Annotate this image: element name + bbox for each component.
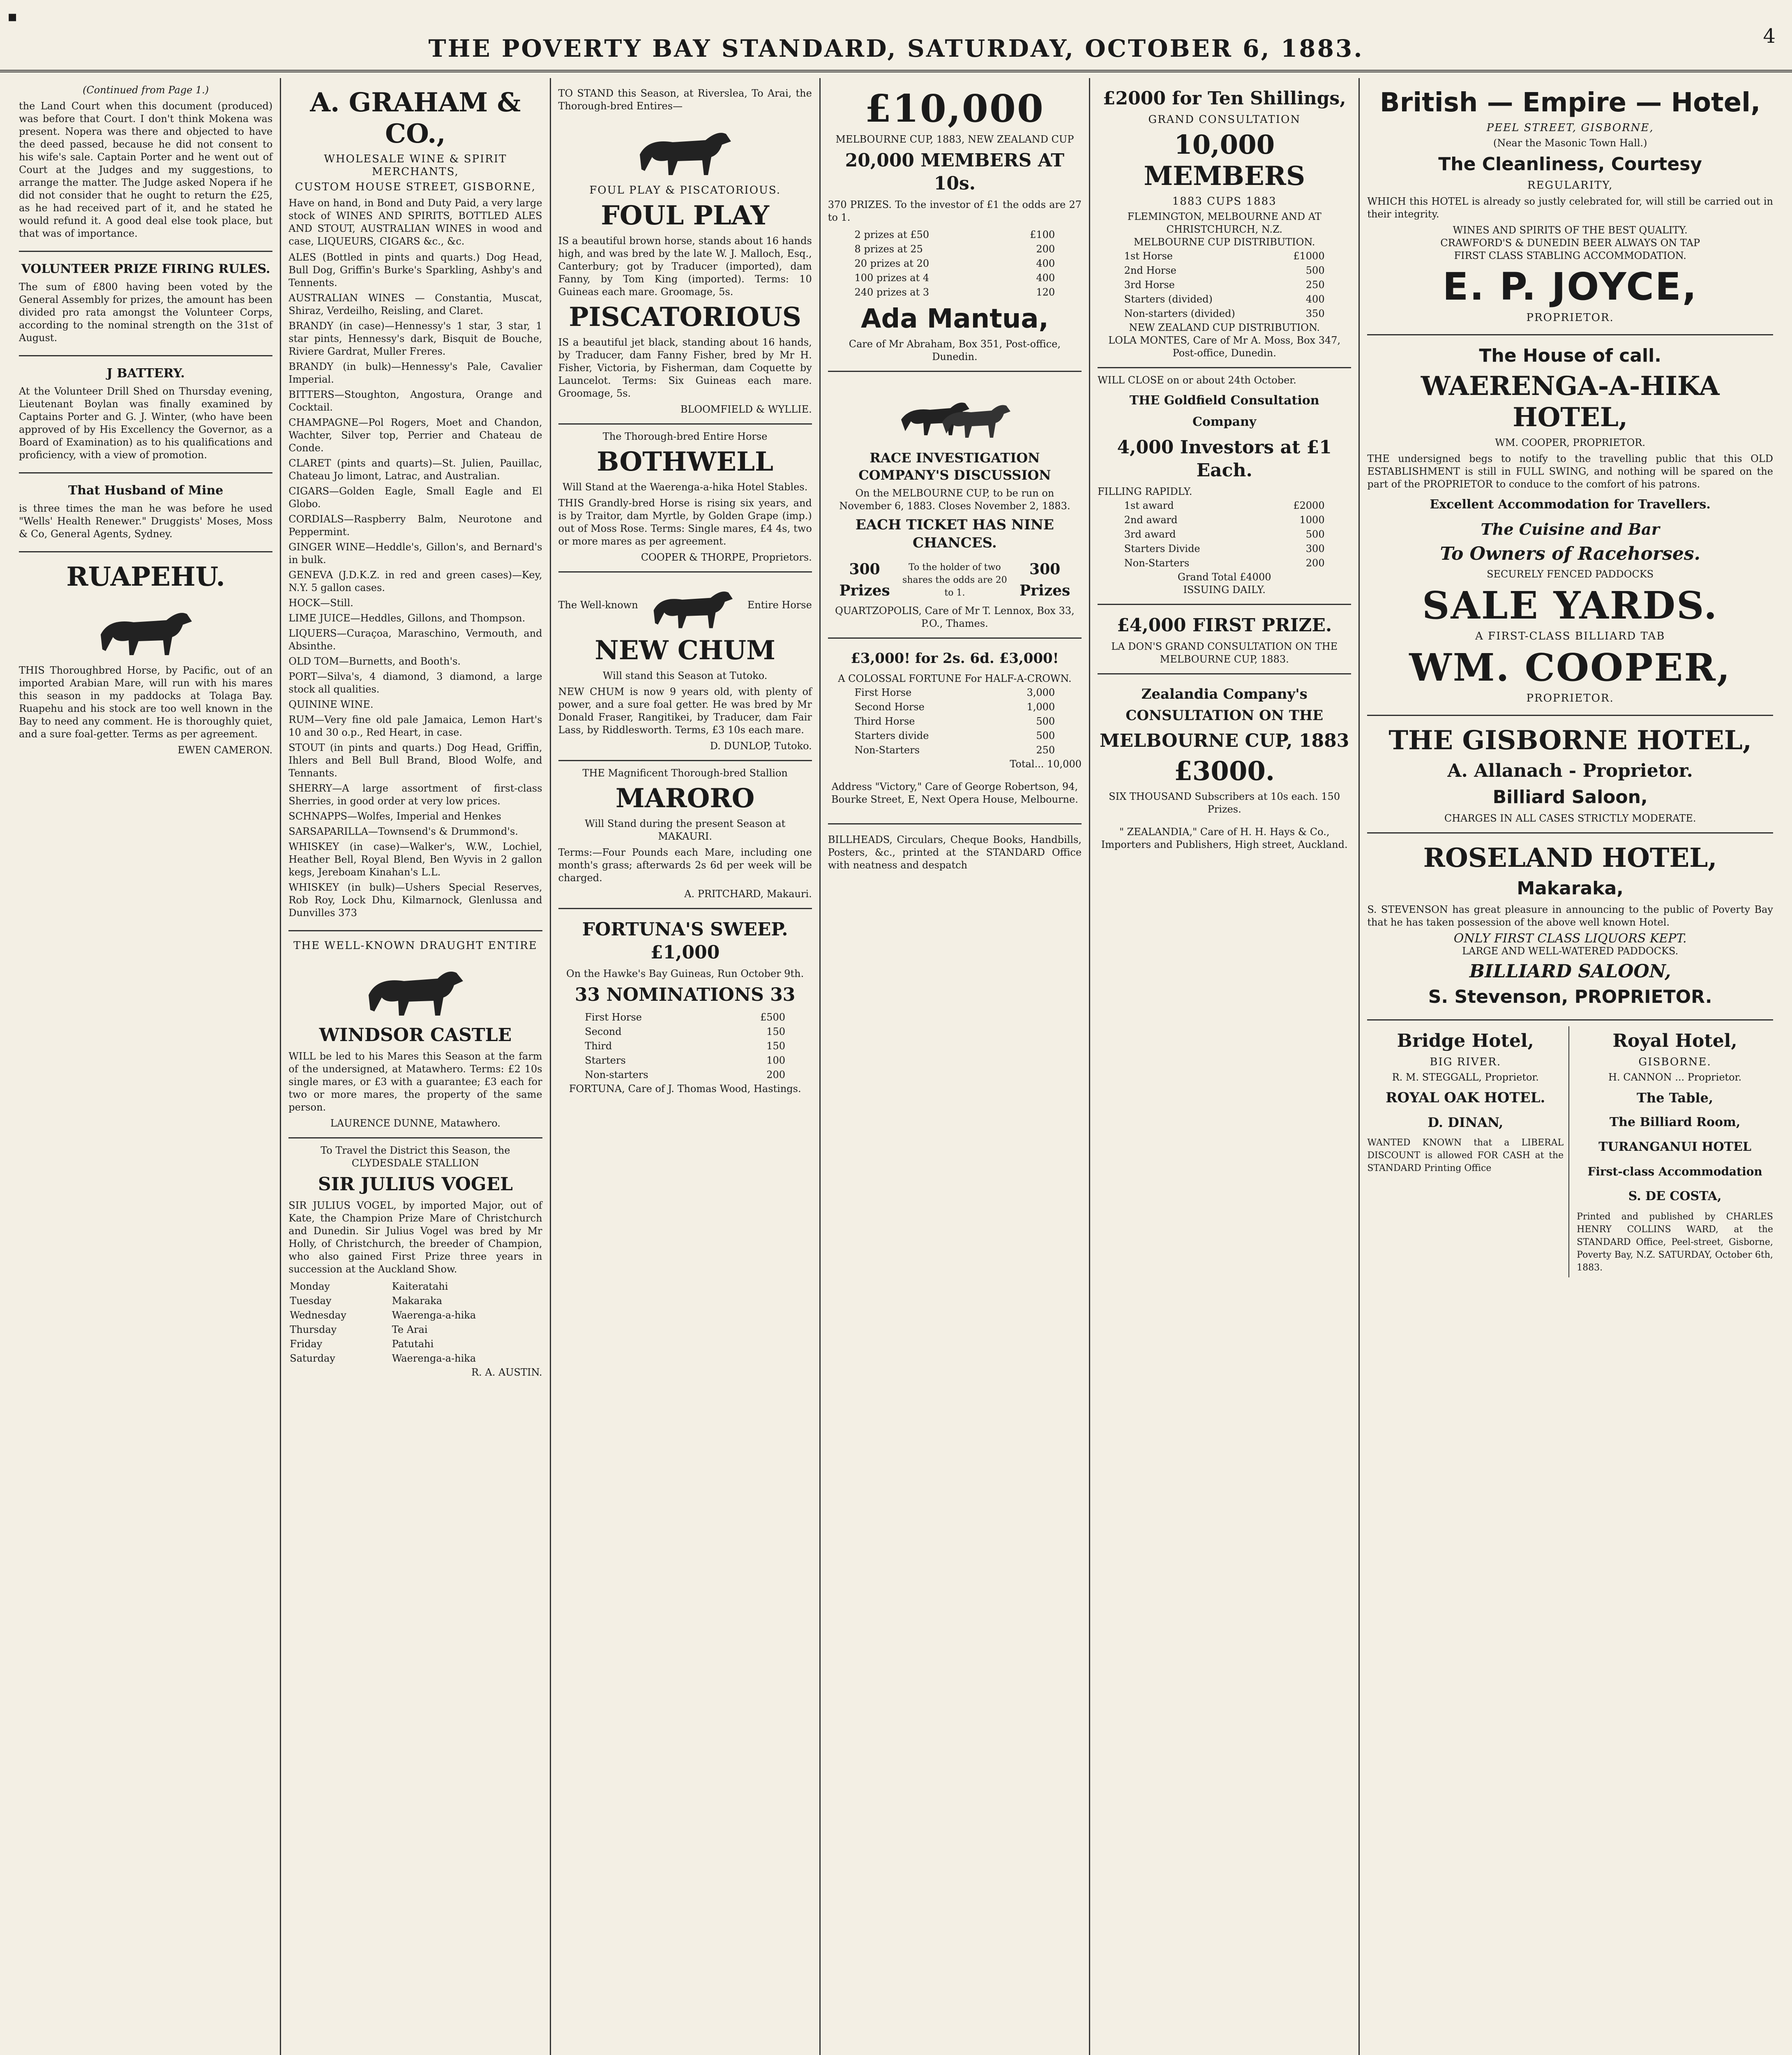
bothwell-intro: The Thorough-bred Entire Horse [602, 431, 768, 442]
stabling-note: FIRST CLASS STABLING ACCOMMODATION. [1454, 250, 1686, 261]
house-call: The House of call. [1479, 345, 1661, 366]
table-row: 8 prizes at 25 200 [854, 243, 1055, 255]
makaraka-heading: Makaraka, [1517, 878, 1624, 899]
new-chum-subheading: Will stand this Season at Tutoko. [602, 670, 768, 681]
windsor-heading: WINDSOR CASTLE [319, 1025, 512, 1046]
ruapehu-heading: RUAPEHU. [66, 561, 225, 592]
table-row: First Horse £500 [585, 1011, 786, 1023]
wm-cooper: WM. COOPER, [1409, 645, 1731, 690]
proprietor-label: PROPRIETOR. [1526, 312, 1614, 324]
members-heading: 10,000 MEMBERS [1144, 129, 1305, 192]
vogel-heading: SIR JULIUS VOGEL [318, 1174, 513, 1195]
cups-heading: 1883 CUPS 1883 [1172, 195, 1277, 208]
masthead-title: THE POVERTY BAY STANDARD, SATURDAY, OCTOBER 6, 1883. [428, 35, 1364, 62]
cuisine-heading: The Cuisine and Bar [1481, 520, 1660, 538]
prizes-300-left: 300 Prizes [839, 561, 890, 599]
fortuna-signature: FORTUNA, Care of J. Thomas Wood, Hastings. [569, 1083, 801, 1094]
zealandia-signature: " ZEALANDIA," Care of H. H. Hays & Co., Importers and Publishers, High street, Auckland. [1101, 826, 1348, 850]
new-chum-ad [558, 573, 812, 761]
husband-ad [19, 473, 272, 552]
horse-illustration [623, 118, 747, 179]
grand-heading: GRAND CONSULTATION [1148, 113, 1301, 126]
table-row: 100 prizes at 4 400 [854, 272, 1055, 284]
maroro-heading: MARORO [615, 783, 755, 814]
horse-illustration [354, 957, 477, 1019]
page-corner-mark: ▪ [7, 8, 18, 25]
foul-heading: FOUL PLAY [601, 200, 769, 231]
list-item: SHERRY—A large assortment of first-class Sherries, in good order at very low prices. [288, 783, 542, 807]
list-item: LIQUERS—Curaçoa, Maraschino, Vermouth, and Absinthe. [288, 628, 542, 652]
cooper-heading: WM. COOPER, PROPRIETOR. [1495, 437, 1645, 448]
table-row: Second Horse 1,000 [854, 701, 1055, 713]
table-row: Monday Kaiteratahi [290, 1281, 448, 1292]
graham-trade: WHOLESALE WINE & SPIRIT MERCHANTS, [324, 153, 507, 178]
bothwell-subheading: Will Stand at the Waerenga-a-hika Hotel Stables. [562, 481, 808, 493]
race-heading: RACE INVESTIGATION COMPANY'S DISCUSSION [858, 450, 1051, 483]
new-chum-text: NEW CHUM is now 9 years old, with plenty of power, and a sure foal getter. He was bred by Mr Donald Fraser, Rangitikei, by Traducer, dam Fair Lass, by Riddlesworth. Terms, £3 10s each mare. [558, 686, 812, 736]
british-tagline: The Cleanliness, Courtesy [1438, 154, 1702, 175]
billiard-saloon-2: BILLIARD SALOON, [1469, 961, 1671, 982]
new-chum-heading: NEW CHUM [595, 635, 775, 666]
clydesdale-intro: To Travel the District this Season, the CLYDESDALE STALLION [321, 1145, 510, 1169]
maroro-signature: A. PRITCHARD, Makauri. [684, 888, 812, 900]
first-class-heading: First-class Accommodation [1587, 1165, 1762, 1178]
husband-text: is three times the man he was before he used "Wells' Health Renewer." Druggists' Moses, Moss & Co, General Agents, Sydney. [19, 503, 273, 540]
table-row: 3rd Horse 250 [1124, 279, 1325, 291]
sweep-members: 20,000 MEMBERS AT 10s. [845, 150, 1065, 194]
list-item: CLARET (pints and quarts)—St. Julien, Pauillac, Chateau Jo limont, Latrac, and Australian. [288, 457, 542, 482]
investors-heading: 4,000 Investors at £1 Each. [1117, 437, 1332, 481]
fortuna-prize-table [583, 1010, 786, 1083]
table-row: Non-starters 200 [585, 1069, 786, 1081]
race-subheading: On the MELBOURNE CUP, to be run on November 6, 1883. Closes November 2, 1883. [839, 487, 1070, 512]
vogel-text: SIR JULIUS VOGEL, by imported Major, out of Kate, the Champion Prize Mare of Christchurch and Dunedin. Sir Julius Vogel was bred by Mr Holly, of Christchurch, the breeder of Champion, who also gained First Prize three years in succession at the Auckland Show. [288, 1200, 542, 1275]
table-row: Third Horse 500 [854, 716, 1055, 727]
maroro-text: Terms:—Four Pounds each Mare, including one month's grass; afterwards 2s 6d per week will be charged. [558, 847, 812, 884]
consultation-heading: £2000 for Ten Shillings, [1102, 88, 1346, 109]
quartz-signature: QUARTZOPOLIS, Care of Mr T. Lennox, Box 33, P.O., Thames. [835, 605, 1075, 629]
british-empire-ad [1367, 78, 1773, 335]
ruapehu-signature: EWEN CAMERON. [178, 744, 273, 756]
battery-text: At the Volunteer Drill Shed on Thursday evening, Lieutenant Boylan was finally examined by Captains Porter and G. J. Winter, (who have been approved of by His Excellency the Governor, as a Board of Examination) as to his qualifications and proficiency, with a view of promotion. [19, 386, 273, 461]
wines-note: WINES AND SPIRITS OF THE BEST QUALITY. [1453, 224, 1688, 236]
bothwell-heading: BOTHWELL [597, 446, 774, 477]
table-row: Starters 100 [585, 1055, 786, 1066]
racing-horses-illustration [893, 383, 1016, 444]
cash-awards-table [853, 227, 1056, 300]
zealandia-amount: £3000. [1174, 756, 1275, 787]
table-row: 1st Horse £1000 [1124, 250, 1325, 262]
prizes-row [828, 555, 1082, 605]
billheads-text: BILLHEADS, Circulars, Cheque Books, Handbills, Posters, &c., printed at the STANDARD Office with neatness and despatch [828, 834, 1082, 871]
list-item: ALES (Bottled in pints and quarts.) Dog Head, Bull Dog, Griffin's Burke's Sparkling, Ashby's and Tennents. [288, 252, 542, 289]
bothwell-text: THIS Grandly-bred Horse is rising six years, and is by Traitor, dam Myrtle, by Golden Grape (imp.) out of Moss Rose. Terms: Single mares, £4 4s, two or more mares as per agreement. [558, 497, 812, 547]
table-row: First Horse 3,000 [854, 687, 1055, 698]
pisc-text: IS a beautiful jet black, standing about 16 hands, by Traducer, dam Fanny Fisher, bred by Mr H. Fisher, Victoria, by Fisherman, dam Coquette by Launcelot. Terms: Six Guineas each mare. Groomage, 5s. [558, 337, 812, 399]
column-4 [821, 78, 1090, 2055]
maroro-intro: THE Magnificent Thorough-bred Stallion [582, 767, 788, 779]
table-row: Tuesday Makaraka [290, 1295, 443, 1307]
bridge-royal-row [1367, 1021, 1773, 1285]
new-chum-intro-left: The Well-known [558, 599, 638, 611]
sweep-amount: £10,000 [865, 86, 1045, 131]
billheads-ad [828, 824, 1082, 882]
goldfield-heading: THE Goldfield Consultation Company [1129, 393, 1319, 429]
list-item: CIGARS—Golden Eagle, Small Eagle and El Globo. [288, 485, 542, 510]
waerenga-heading: WAERENGA-A-HIKA HOTEL, [1421, 371, 1720, 433]
joyce-name: E. P. JOYCE, [1442, 265, 1698, 309]
sale-yards: SALE YARDS. [1422, 583, 1718, 628]
billiard-tab: A FIRST-CLASS BILLIARD TAB [1475, 630, 1665, 642]
graham-address: CUSTOM HOUSE STREET, GISBORNE, [295, 181, 536, 193]
table-row: 3rd award 500 [1124, 529, 1325, 540]
allanach-heading: A. Allanach - Proprietor. [1447, 760, 1693, 781]
graham-intro: Have on hand, in Bond and Duty Paid, a very large stock of WINES AND SPIRITS, BOTTLED ALES AND STOUT, AUSTRALIAN WINES in wood and case, LIQUEURS, CIGARS &c., &c. [288, 197, 542, 247]
big-river: BIG RIVER. [1430, 1056, 1501, 1068]
list-item: LIME JUICE—Heddles, Gillons, and Thompson. [288, 612, 526, 624]
turanganui-heading: TURANGANUI HOTEL [1598, 1140, 1751, 1154]
filling-note: FILLING RAPIDLY. [1098, 486, 1192, 497]
graham-firm: A. GRAHAM & CO., [310, 87, 521, 149]
table-row: 1st award £2000 [1124, 500, 1325, 511]
list-item: SCHNAPPS—Wolfes, Imperial and Henkes [288, 810, 501, 822]
windsor-text: WILL be led to his Mares this Season at the farm of the undersigned, at Matawhero. Terms: £2 10s single mares, or £3 with a guarantee; £3 each for two or more mares, the property of the same person. [288, 1051, 542, 1113]
list-item: WHISKEY (in bulk)—Ushers Special Reserves, Rob Roy, Lock Dhu, Kilmarnock, Glenlussa and Dunvilles 373 [288, 882, 542, 919]
billiard-room-heading: The Billiard Room, [1609, 1115, 1741, 1129]
battery-heading: J BATTERY. [106, 366, 185, 381]
list-item: CHAMPAGNE—Pol Rogers, Moet and Chandon, Wachter, Silver top, Perrier and Chateau de Conde. [288, 417, 542, 454]
lola-signature: LOLA MONTES, Care of Mr A. Moss, Box 347, Post-office, Dunedin. [1108, 335, 1341, 359]
printed-note: Printed and published by CHARLES HENRY COLLINS WARD, at the STANDARD Office, Peel-street, Gisborne, Poverty Bay, N.Z. SATURDAY, October 6th, 1883. [1577, 1212, 1773, 1273]
maroro-subheading: Will Stand during the present Season at MAKAURI. [585, 818, 786, 842]
table-heading: The Table, [1637, 1090, 1714, 1106]
chances-heading: EACH TICKET HAS NINE CHANCES. [855, 517, 1054, 551]
mantua-subheading: Care of Mr Abraham, Box 351, Post-office, Dunedin. [849, 338, 1061, 363]
list-item: BRANDY (in case)—Hennessy's 1 star, 3 star, 1 star pints, Hennessy's dark, Bisquit de Bouche, Riviere Gardrat, Muller Freres. [288, 320, 542, 357]
table-row: Second 150 [585, 1026, 786, 1037]
list-item: QUININE WINE. [288, 699, 374, 710]
british-address: PEEL STREET, GISBORNE, [1486, 122, 1654, 134]
column-1 [12, 78, 281, 2055]
zealandia-cup: MELBOURNE CUP, 1883 [1099, 730, 1349, 751]
battery-article [19, 356, 272, 473]
bothwell-ad [558, 425, 812, 573]
cannon-heading: H. CANNON ... Proprietor. [1608, 1071, 1742, 1083]
paddocks-note: SECURELY FENCED PADDOCKS [1487, 568, 1654, 580]
table-row: Saturday Waerenga-a-hika [290, 1353, 476, 1364]
new-chum-signature: D. DUNLOP, Tutoko. [710, 740, 812, 752]
excellent-note: Excellent Accommodation for Travellers. [1430, 497, 1711, 512]
table-row: Non-Starters 200 [1124, 557, 1325, 569]
regularity: REGULARITY, [1527, 179, 1613, 192]
continued-note: (Continued from Page 1.) [83, 84, 209, 96]
race-investigation-ad [828, 372, 1082, 639]
court-text: the Land Court when this document (produced) was before that Court. I don't think Mokena was present. Nopera was there and objected to have the deed passed, because he did not consent to his wife's sale. Captain Porter and he went out of Court at the Judges and my suggestions, to arrange the matter. The Judge asked Nopera if he did not consider that he ought to return the £25, as he had received part of it, and he stated he would refund it. A good deal else took place, but that was of importance. [19, 100, 273, 239]
crawford-note: CRAWFORD'S & DUNEDIN BEER ALWAYS ON TAP [1440, 237, 1700, 249]
list-item: GENEVA (J.D.K.Z. in red and green cases)—Key, N.Y. 5 gallon cases. [288, 569, 542, 593]
table-row: Starters Divide 300 [1124, 543, 1325, 554]
list-item: AUSTRALIAN WINES — Constantia, Muscat, Shiraz, Verdeilho, Reisling, and Claret. [288, 292, 542, 316]
vogel-ad [288, 1138, 542, 1386]
table-row: 2nd Horse 500 [1124, 265, 1325, 276]
list-item: HOCK—Still. [288, 597, 353, 609]
foul-intro: TO STAND this Season, at Riverslea, To Arai, the Thorough-bred Entires— [558, 88, 812, 112]
column-3 [551, 78, 821, 2055]
la-don-ad [1098, 605, 1351, 674]
zealandia-subheading: SIX THOUSAND Subscribers at 10s each. 150 Prizes. [1109, 791, 1340, 815]
column-5 [1090, 78, 1360, 2055]
table-row: 2nd award 1000 [1124, 514, 1325, 526]
gisborne-hotel-ad [1367, 716, 1773, 834]
roseland-ad [1367, 834, 1773, 1021]
dinan-heading: D. DINAN, [1428, 1115, 1504, 1130]
melbourne-distribution-table [1123, 249, 1326, 321]
colossal-fortune-ad [828, 639, 1082, 824]
liquors-note: ONLY FIRST CLASS LIQUORS KEPT. [1453, 931, 1687, 946]
husband-heading: That Husband of Mine [68, 483, 224, 498]
list-item: CORDIALS—Raspberry Balm, Neurotone and Peppermint. [288, 513, 542, 538]
waerenga-ad [1367, 335, 1773, 716]
pisc-signature: BLOOMFIELD & WYLLIE. [680, 404, 812, 415]
large-note: LARGE AND WELL-WATERED PADDOCKS. [1462, 945, 1679, 957]
gisborne-heading: THE GISBORNE HOTEL, [1388, 725, 1752, 756]
vogel-signature: R. A. AUSTIN. [471, 1367, 542, 1378]
graham-ad [288, 78, 542, 931]
bridge-hotel-ad [1367, 1026, 1569, 1277]
de-costa-heading: S. DE COSTA, [1628, 1189, 1722, 1203]
fortuna-ad [558, 909, 812, 1103]
charges-note: CHARGES IN ALL CASES STRICTLY MODERATE. [1444, 813, 1696, 824]
court-article [19, 78, 272, 252]
table-row: Starters (divided) 400 [1124, 293, 1325, 305]
royal-heading: Royal Hotel, [1612, 1030, 1737, 1051]
masthead [0, 25, 1792, 72]
horse-illustration [84, 598, 208, 659]
issuing-note: ISSUING DAILY. [1183, 584, 1266, 596]
colossal-subheading: A COLOSSAL FORTUNE For HALF-A-CROWN. [838, 673, 1072, 684]
odds-note: To the holder of two shares the odds are 20 to 1. [902, 562, 1007, 598]
list-item: BITTERS—Stoughton, Angostura, Orange and Cocktail. [288, 389, 542, 413]
table-row: Thursday Te Arai [290, 1324, 428, 1335]
windsor-ad [288, 931, 542, 1138]
windsor-signature: LAURENCE DUNNE, Matawhero. [330, 1118, 500, 1129]
maroro-ad [558, 761, 812, 909]
victory-address: Address "Victory," Care of George Robertson, 94, Bourke Street, E, Next Opera House, Melbourne. [831, 781, 1078, 805]
nz-distribution-heading: NEW ZEALAND CUP DISTRIBUTION. [1129, 322, 1320, 333]
fortuna-heading: FORTUNA'S SWEEP. £1,000 [582, 919, 788, 963]
foul-play-ad [558, 78, 812, 425]
table-row: Third 150 [585, 1040, 786, 1052]
foul-text: IS a beautiful brown horse, stands about 16 hands high, and was bred by the late W. J. Malloch, Esq., Canterbury; got by Traducer (imported), dam Fanny, by Tom King (imported). Terms: 10 Guineas each mare. Groomage, 5s. [558, 235, 812, 298]
list-item: WHISKEY (in case)—Walker's, W.W., Lochiel, Heather Bell, Royal Blend, Ben Wyvis in 2 gallon kegs, Jereboam Kinahan's L.L. [288, 841, 542, 878]
british-near: (Near the Masonic Town Hall.) [1493, 137, 1647, 149]
fortune-heading: £3,000! for 2s. 6d. £3,000! [851, 650, 1059, 667]
ruapehu-text: THIS Thoroughbred Horse, by Pacific, out of an imported Arabian Mare, will run with his mares this season in my paddocks at Tolaga Bay. Ruapehu and his stock are too well known in the Bay to need any comment. He is thoroughly quiet, and a sure foal-getter. Terms as per agreement. [19, 665, 273, 740]
foul-subheading: FOUL PLAY & PISCATORIOUS. [589, 184, 781, 196]
close-notice: WILL CLOSE on or about 24th October. [1098, 374, 1296, 386]
first-prize-heading: £4,000 FIRST PRIZE. [1117, 615, 1332, 636]
sweep-10000-ad [828, 78, 1082, 372]
table-row: Non-starters (divided) 350 [1124, 308, 1325, 319]
wanted-text: WANTED KNOWN that a LIBERAL DISCOUNT is allowed FOR CASH at the STANDARD Printing Office [1367, 1138, 1564, 1173]
table-row: Starters divide 500 [854, 730, 1055, 741]
column-6 [1360, 78, 1780, 2055]
oak-heading: ROYAL OAK HOTEL. [1386, 1090, 1545, 1106]
grand-total: Grand Total £4000 [1177, 571, 1271, 583]
steggall-signature: R. M. STEGGALL, Proprietor. [1392, 1071, 1539, 1083]
list-item: RUM—Very fine old pale Jamaica, Lemon Hart's 10 and 30 o.p., Red Heart, in case. [288, 714, 542, 738]
colossal-total: Total... 10,000 [1010, 758, 1082, 770]
new-chum-intro-right: Entire Horse [747, 599, 812, 611]
stevenson-heading: S. Stevenson, PROPRIETOR. [1428, 986, 1712, 1007]
bothwell-signature: COOPER & THORPE, Proprietors. [641, 552, 812, 563]
consultation-ad [1098, 78, 1351, 368]
british-heading: British — Empire — Hotel, [1379, 88, 1761, 118]
zealandia-heading: Zealandia Company's CONSULTATION ON THE [1125, 686, 1324, 724]
list-item: GINGER WINE—Heddle's, Gillon's, and Bernard's in bulk. [288, 541, 542, 566]
fortuna-subheading: On the Hawke's Bay Guineas, Run October 9th. [566, 968, 804, 979]
list-item: BRANDY (in bulk)—Hennessy's Pale, Cavalier Imperial. [288, 361, 542, 385]
flemington-heading: FLEMINGTON, MELBOURNE AND AT CHRISTCHURCH, N.Z. [1127, 211, 1322, 235]
volunteer-text: The sum of £800 having been voted by the General Assembly for prizes, the amount has been divided pro rata amongst the Volunteer Corps, according to the nominal strength on the 31st of August. [19, 281, 273, 344]
waerenga-text: THE undersigned begs to notify to the travelling public that this OLD ESTABLISHMENT is still in FULL SWING, and nothing will be spared on the part of the PROPRIETOR to conduce to the comfort of his patrons. [1367, 453, 1773, 490]
roseland-text: S. STEVENSON has great pleasure in announcing to the public of Poverty Bay that he has taken possession of the above well known Hotel. [1367, 904, 1773, 928]
list-item: STOUT (in pints and quarts.) Dog Head, Griffin, Ihlers and Bell Bull Brand, Blood Wolfe, and Tennants. [288, 742, 542, 779]
goldfield-ad [1098, 368, 1351, 605]
horse-illustration [639, 578, 746, 632]
list-item: OLD TOM—Burnetts, and Booth's. [288, 656, 461, 667]
sweep-subheading: MELBOURNE CUP, 1883, NEW ZEALAND CUP [835, 134, 1074, 145]
owners-heading: To Owners of Racehorses. [1440, 543, 1700, 564]
vogel-schedule [288, 1279, 542, 1366]
column-2 [281, 78, 551, 2055]
la-don-subheading: LA DON'S GRAND CONSULTATION ON THE MELBOURNE CUP, 1883. [1111, 641, 1338, 665]
table-row: Friday Patutahi [290, 1338, 434, 1350]
table-row: 20 prizes at 20 400 [854, 258, 1055, 269]
royal-hotel-ad [1577, 1026, 1773, 1277]
list-item: PORT—Silva's, 4 diamond, 3 diamond, a large stock all qualities. [288, 671, 542, 695]
columns [12, 78, 1780, 2055]
zealandia-ad [1098, 674, 1351, 868]
sweep-prizes: 370 PRIZES. To the investor of £1 the odds are 27 to 1. [828, 199, 1082, 223]
pisc-heading: PISCATORIOUS [569, 302, 801, 332]
ruapehu-ad [19, 552, 272, 764]
volunteer-article [19, 252, 272, 356]
royal-subheading: GISBORNE. [1638, 1056, 1711, 1068]
colossal-prize-table [853, 685, 1056, 758]
volunteer-heading: VOLUNTEER PRIZE FIRING RULES. [21, 262, 270, 276]
billiard-saloon-heading: Billiard Saloon, [1492, 787, 1648, 808]
page-number: 4 [1763, 25, 1776, 48]
table-row: Wednesday Waerenga-a-hika [290, 1309, 476, 1321]
new-chum-intro [558, 578, 812, 632]
roseland-heading: ROSELAND HOTEL, [1423, 843, 1717, 873]
fortuna-nominations: 33 NOMINATIONS 33 [574, 984, 796, 1005]
melbourne-distribution-heading: MELBOURNE CUP DISTRIBUTION. [1133, 236, 1315, 248]
proprietor-label: PROPRIETOR. [1526, 692, 1614, 704]
graham-item-list [288, 251, 542, 919]
mantua-heading: Ada Mantua, [860, 304, 1049, 334]
prizes-300-right: 300 Prizes [1019, 561, 1070, 599]
table-row: 240 prizes at 3 120 [854, 286, 1055, 298]
table-row: 2 prizes at £50 £100 [854, 229, 1055, 240]
draught-note: THE WELL-KNOWN DRAUGHT ENTIRE [293, 940, 537, 952]
table-row: Non-Starters 250 [854, 744, 1055, 756]
list-item: SARSAPARILLA—Townsend's & Drummond's. [288, 826, 518, 837]
british-text: WHICH this HOTEL is already so justly celebrated for, will still be carried out in their integrity. [1367, 196, 1773, 220]
goldfield-awards-table [1123, 498, 1326, 571]
bridge-heading: Bridge Hotel, [1397, 1030, 1534, 1051]
